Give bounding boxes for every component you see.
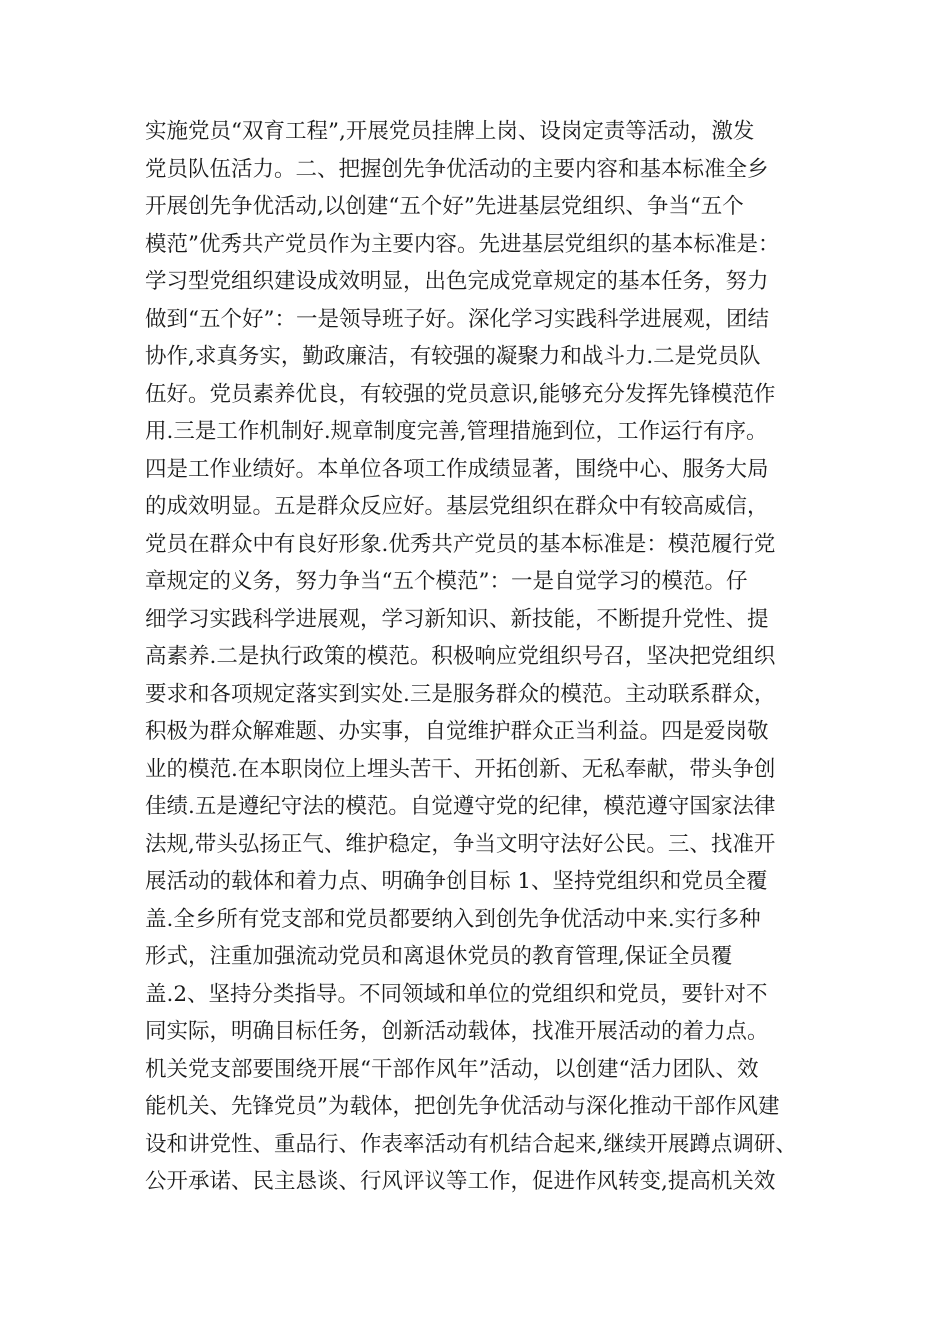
text-line: 实施党员“双育工程”,开展党员挂牌上岗、设岗定责等活动，激发 bbox=[145, 119, 755, 144]
text-line: 协作,求真务实，勤政廉洁，有较强的凝聚力和战斗力.二是党员队 bbox=[145, 344, 761, 369]
body-text bbox=[145, 113, 825, 1201]
text-line: 的成效明显。五是群众反应好。基层党组织在群众中有较高威信， bbox=[145, 494, 769, 519]
text-line: 盖.2、坚持分类指导。不同领域和单位的党组织和党员，要针对不 bbox=[145, 981, 768, 1007]
text-line: 开展创先争优活动,以创建“五个好”先进基层党组织、争当“五个 bbox=[145, 194, 744, 219]
text-line: 章规定的义务，努力争当“五个模范”：一是自觉学习的模范。仔 bbox=[145, 569, 748, 594]
text-line: 法规,带头弘扬正气、维护稳定，争当文明守法好公民。三、找准开 bbox=[145, 831, 776, 857]
text-line: 机关党支部要围绕开展“干部作风年”活动，以创建“活力团队、效 bbox=[145, 1056, 759, 1082]
text-line: 用.三是工作机制好.规章制度完善,管理措施到位，工作运行有序。 bbox=[145, 419, 768, 444]
text-line: 形式，注重加强流动党员和离退休党员的教育管理,保证全员覆 bbox=[145, 944, 733, 969]
text-line: 党员在群众中有良好形象.优秀共产党员的基本标准是：模范履行党 bbox=[145, 531, 776, 557]
text-line: 学习型党组织建设成效明显，出色完成党章规定的基本任务，努力 bbox=[145, 269, 769, 294]
text-line: 高素养.二是执行政策的模范。积极响应党组织号召，坚决把党组织 bbox=[145, 644, 776, 669]
text-line: 党员队伍活力。二、把握创先争优活动的主要内容和基本标准全乡 bbox=[145, 156, 769, 182]
text-line: 设和讲党性、重品行、作表率活动有机结合起来,继续开展蹲点调研、 bbox=[145, 1131, 797, 1157]
text-line: 做到“五个好”：一是领导班子好。深化学习实践科学进展观，团结 bbox=[145, 306, 769, 332]
text-line: 模范”优秀共产党员作为主要内容。先进基层党组织的基本标准是： bbox=[145, 231, 780, 257]
text-line: 同实际，明确目标任务，创新活动载体，找准开展活动的着力点。 bbox=[145, 1019, 769, 1044]
text-line: 业的模范.在本职岗位上埋头苦干、开拓创新、无私奉献，带头争创 bbox=[145, 756, 776, 782]
text-line: 积极为群众解难题、办实事，自觉维护群众正当利益。四是爱岗敬 bbox=[145, 719, 769, 744]
text-line: 四是工作业绩好。本单位各项工作成绩显著，围绕中心、服务大局 bbox=[145, 456, 769, 482]
text-line: 伍好。党员素养优良，有较强的党员意识,能够充分发挥先锋模范作 bbox=[145, 381, 776, 407]
text-line: 佳绩.五是遵纪守法的模范。自觉遵守党的纪律，模范遵守国家法律 bbox=[145, 794, 776, 819]
text-line: 能机关、先锋党员”为载体，把创先争优活动与深化推动干部作风建 bbox=[145, 1094, 780, 1119]
text-line: 展活动的载体和着力点、明确争创目标 1、坚持党组织和党员全覆 bbox=[145, 869, 768, 894]
text-line: 盖.全乡所有党支部和党员都要纳入到创先争优活动中来.实行多种 bbox=[145, 906, 761, 932]
text-line: 要求和各项规定落实到实处.三是服务群众的模范。主动联系群众， bbox=[145, 681, 776, 707]
text-line: 公开承诺、民主恳谈、行风评议等工作，促进作风转变,提高机关效 bbox=[145, 1169, 776, 1194]
text-line: 细学习实践科学进展观，学习新知识、新技能，不断提升党性、提 bbox=[145, 606, 769, 632]
